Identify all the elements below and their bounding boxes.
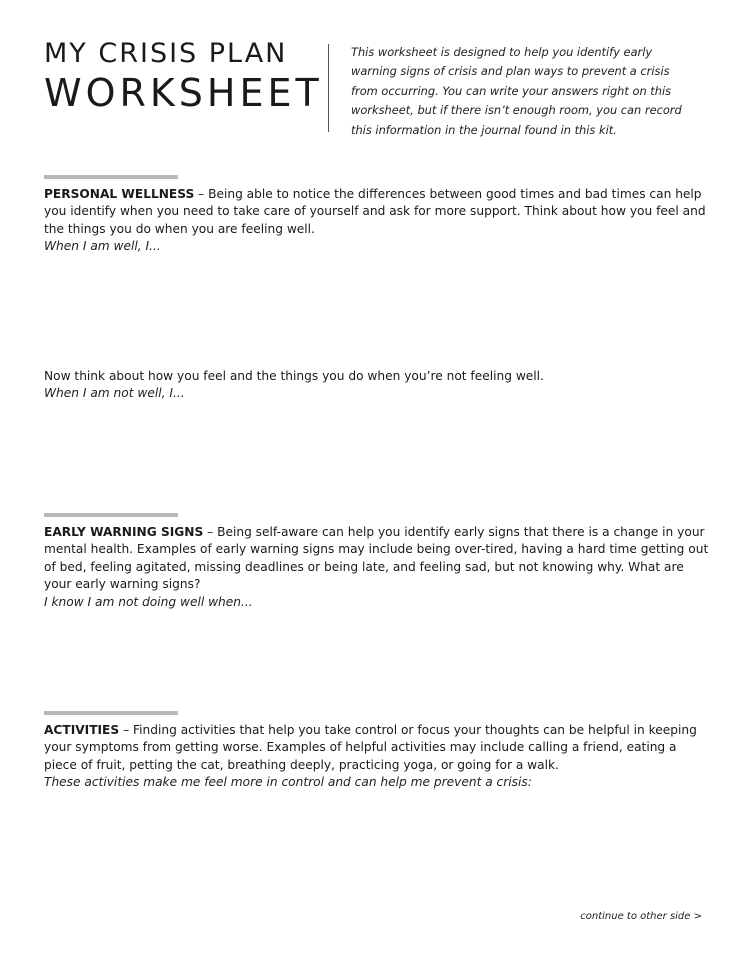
title-line-1: MY CRISIS PLAN (44, 38, 288, 69)
page-title (44, 38, 334, 116)
title-line-2: WORKSHEET (44, 71, 323, 115)
section-activities (44, 722, 710, 792)
section-heading-activities: ACTIVITIES (44, 723, 120, 737)
prompt-when-not-well: When I am not well, I... (44, 386, 185, 401)
section-heading-early-warning: EARLY WARNING SIGNS (44, 525, 204, 539)
section-body-personal-wellness: – Being able to notice the differences between good times and bad times can help you identify when you need to take care of yourself and ask for more support. Think about how you feel and the things you do when you are feeling well. (44, 187, 706, 236)
section-body-early-warning: – Being self-aware can help you identify early signs that there is a change in your mental health. Examples of early warning signs may include being over-tired, having a hard time getting out of bed, feeling agitated, missing deadlines or being late, and feeling sad, but not knowing why. What are your early warning signs? (44, 525, 709, 592)
section-personal-wellness (44, 186, 710, 256)
section-heading-personal-wellness: PERSONAL WELLNESS (44, 187, 195, 201)
continue-footer: continue to other side > (580, 911, 702, 922)
section-body-not-well: Now think about how you feel and the things you do when you’re not feeling well. (44, 369, 544, 383)
section-rule-early-warning (44, 513, 178, 517)
intro-text: This worksheet is designed to help you identify early warning signs of crisis and plan ways to prevent a crisis from occurring. You can write your answers right on this worksheet, but if there isn’t enough room, you can record this information in the journal found in this kit. (351, 45, 682, 137)
section-body-activities: – Finding activities that help you take control or focus your thoughts can be helpful in keeping your symptoms from getting worse. Examples of helpful activities may include calling a friend, eating a piece of fruit, petting the cat, breathing deeply, practicing yoga, or going for a walk. (44, 723, 697, 772)
prompt-when-well: When I am well, I... (44, 239, 161, 254)
section-not-well (44, 368, 710, 403)
prompt-activities: These activities make me feel more in control and can help me prevent a crisis: (44, 775, 532, 790)
section-early-warning (44, 524, 710, 611)
section-rule-activities (44, 711, 178, 715)
section-rule-personal-wellness (44, 175, 178, 179)
prompt-not-doing-well: I know I am not doing well when... (44, 594, 253, 609)
vertical-divider (328, 44, 329, 132)
